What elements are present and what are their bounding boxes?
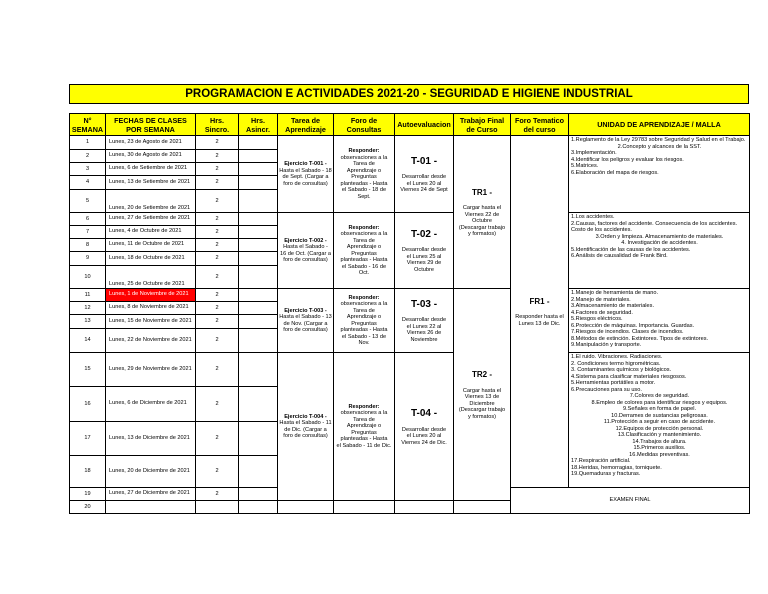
foro-block-1-code: Responder: <box>348 148 380 154</box>
unidad-item: 11.Protección a seguir en caso de accidente. <box>603 419 716 425</box>
semana-number: 16 <box>70 387 106 422</box>
tarea-block-2-line: 16 de Oct. (Cargar a <box>280 250 331 257</box>
foro-block-3-line: Preguntas <box>351 320 377 327</box>
fecha-cell: Lunes, 22 de Noviembre de 2021 <box>106 329 196 353</box>
auto-empty <box>395 501 454 514</box>
header-autoevaluacion: Autoevaluacion <box>395 114 454 136</box>
tarea-block-3-line: foro de consultas) <box>283 327 328 333</box>
trabajo-block-1-line: Cargar hasta el <box>462 205 502 211</box>
auto-block-2-line: el Lunes 25 al <box>406 253 442 260</box>
fecha-cell: Lunes, 6 de Diciembre de 2021 <box>106 387 196 422</box>
tarea-block-2 <box>278 213 334 289</box>
fecha-cell: Lunes, 23 de Agosto de 2021 <box>106 136 196 150</box>
hrs-sincro-cell <box>196 501 239 514</box>
semana-number: 7 <box>70 226 106 239</box>
fecha-cell: Lunes, 27 de Diciembre de 2021 <box>106 488 196 501</box>
tarea-block-4-line: Hasta el Sabado - 11 <box>279 420 332 426</box>
hrs-sincro-cell: 2 <box>196 387 239 422</box>
hrs-asincr-cell <box>239 289 278 302</box>
hrs-asincr-cell <box>239 387 278 422</box>
fecha-cell: Lunes, 13 de Diciembre de 2021 <box>106 422 196 456</box>
unidad-item: 3.Orden y limpieza. Almacenamiento de materiales. <box>595 233 724 240</box>
hrs-asincr-cell <box>239 329 278 353</box>
semana-number: 6 <box>70 213 106 226</box>
foro-block-1-line: Tarea de <box>353 161 375 167</box>
fecha-cell: Lunes, 8 de Noviembre de 2021 <box>106 302 196 315</box>
unidad-item: 9.Señales en forma de papel. <box>622 406 697 412</box>
unidad-item: 13.Clasificación y mantenimiento. <box>617 432 702 438</box>
hrs-asincr-cell <box>239 176 278 190</box>
unidad-item: 2.Concepto y alcances de la SST. <box>617 143 702 150</box>
unidad-block-3 <box>569 289 750 353</box>
unidad-item: 2.Manejo de materiales. <box>571 296 631 303</box>
header-semana: N° SEMANA <box>70 114 106 136</box>
hrs-asincr-cell <box>239 136 278 150</box>
table-row <box>70 213 750 226</box>
fecha-cell: Lunes, 20 de Diciembre de 2021 <box>106 456 196 488</box>
foro-block-2 <box>334 213 395 289</box>
unidad-item: 6.Análisis de causalidad de Frank Bird. <box>571 253 668 259</box>
fecha-cell: Lunes, 4 de Octubre de 2021 <box>106 226 196 239</box>
unidad-item: 14.Trabajos de altura. <box>632 438 687 445</box>
trabajo-block-1-line: y formatos) <box>468 231 496 237</box>
hrs-sincro-cell: 2 <box>196 456 239 488</box>
table-row <box>70 136 750 150</box>
trabajo-block-1-line: Viernes 22 de <box>464 211 500 218</box>
fecha-cell: Lunes, 6 de Setiembre de 2021 <box>106 163 196 176</box>
examen-final: EXAMEN FINAL <box>511 488 750 514</box>
semana-number: 17 <box>70 422 106 456</box>
foro-block-2-line: Tarea de <box>353 237 375 244</box>
unidad-item: 19.Quemaduras y fracturas. <box>571 471 641 477</box>
tarea-block-1 <box>278 136 334 213</box>
tarea-block-3-code: Ejercicio T-003 - <box>284 307 327 314</box>
header-hrs-sincro: Hrs. Sincro. <box>196 114 239 136</box>
trabajo-block-2 <box>454 289 511 501</box>
hrs-sincro-cell: 2 <box>196 176 239 190</box>
unidad-item: 6.Precauciones para su uso. <box>571 386 642 393</box>
hrs-asincr-cell <box>239 422 278 456</box>
tarea-block-3-line: Hasta el Sabado - 13 <box>279 314 332 320</box>
unidad-item: 17.Respiración artificial. <box>571 458 631 464</box>
foro-block-2-line: Oct. <box>358 270 370 276</box>
foro-block-3-line: observaciones a la <box>340 301 388 307</box>
schedule-table <box>69 113 750 514</box>
unidad-item: 1.Los accidentes. <box>571 214 615 220</box>
foro-block-2-line: observaciones a la <box>340 231 388 237</box>
semana-number: 19 <box>70 488 106 501</box>
trabajo-block-2-line: Diciembre <box>469 400 495 407</box>
hrs-asincr-cell <box>239 226 278 239</box>
auto-block-3-line: Viernes 26 de <box>406 330 442 337</box>
tarea-block-2-code: Ejercicio T-002 - <box>284 237 327 244</box>
hrs-asincr-cell <box>239 266 278 289</box>
hrs-sincro-cell: 2 <box>196 239 239 252</box>
unidad-item: 6.Elaboración del mapa de riesgos. <box>571 169 659 176</box>
foro-block-2-code: Responder: <box>348 224 380 231</box>
auto-block-3 <box>395 289 454 353</box>
header-tarea: Tarea de Aprendizaje <box>278 114 334 136</box>
hrs-sincro-cell: 2 <box>196 252 239 266</box>
foro-block-1-line: planteadas - Hasta <box>340 180 388 187</box>
auto-block-1-code: T-01 - <box>410 155 438 167</box>
auto-block-4-code: T-04 - <box>410 408 438 419</box>
page-title: PROGRAMACION E ACTIVIDADES 2021-20 - SEGURIDAD E HIGIENE INDUSTRIAL <box>69 84 749 104</box>
auto-block-3-line: Noviembre <box>410 336 438 343</box>
foro-block-1-line: Aprendizaje o <box>346 167 382 174</box>
unidad-block-2 <box>569 213 750 289</box>
semana-number: 10 <box>70 266 106 289</box>
unidad-item: 2.Causas, factores del accidente. Consecuencia de los accidentes. <box>571 220 738 227</box>
tarea-block-3-line: de Nov. (Cargar a <box>283 320 328 327</box>
hrs-asincr-cell <box>239 150 278 163</box>
tarea-block-4 <box>278 353 334 501</box>
foro-block-2-line: Aprendizaje o <box>346 244 382 250</box>
semana-number: 11 <box>70 289 106 302</box>
tarea-block-1-line: de Sept. (Cargar a <box>282 174 329 180</box>
unidad-item: 9.Manipulación y transporte. <box>571 342 642 348</box>
auto-block-1-line: Desarrollar desde <box>401 174 447 180</box>
unidad-block-1 <box>569 136 750 213</box>
trabajo-block-1-line: Octubre <box>472 218 492 224</box>
header-foro: Foro de Consultas <box>334 114 395 136</box>
foro-tematico-block-line: Responder hasta el <box>515 314 564 321</box>
unidad-item: 1.El ruido. Vibraciones. Radiaciones. <box>571 354 663 360</box>
hrs-asincr-cell <box>239 488 278 501</box>
hrs-sincro-cell: 2 <box>196 213 239 226</box>
auto-block-1-line: el Lunes 20 al <box>406 180 442 187</box>
unidad-item: 5.Matrices. <box>571 163 599 169</box>
trabajo-block-2-line: (Descargar trabajo <box>458 407 506 413</box>
semana-number: 12 <box>70 302 106 315</box>
trabajo-empty <box>454 501 511 514</box>
foro-block-2-line: planteadas - Hasta <box>340 257 388 263</box>
hrs-asincr-cell <box>239 213 278 226</box>
foro-block-4-line: Tarea de <box>353 416 375 423</box>
auto-block-3-line: Desarrollar desde <box>401 317 447 324</box>
hrs-sincro-cell: 2 <box>196 163 239 176</box>
unidad-item: 5.Identificación de las causas de los accidentes. <box>571 246 691 253</box>
hrs-sincro-cell: 2 <box>196 422 239 456</box>
unidad-item: 12.Equipos de protección personal. <box>615 425 704 432</box>
semana-number: 5 <box>70 190 106 213</box>
unidad-item: 1.Manejo de herramienta de mano. <box>571 290 659 296</box>
unidad-item: 4.Identificar los peligros y evaluar los riesgos. <box>571 156 684 163</box>
tarea-block-1-line: Hasta el Sabado - 18 <box>279 167 332 174</box>
unidad-item: 5.Riesgos eléctricos. <box>571 316 623 322</box>
trabajo-block-1-code: TR1 - <box>472 187 492 197</box>
hrs-asincr-cell <box>239 163 278 176</box>
foro-block-1-line: observaciones a la <box>340 154 388 161</box>
semana-number: 4 <box>70 176 106 190</box>
hrs-sincro-cell: 2 <box>196 150 239 163</box>
tarea-block-4-code: Ejercicio T-004 - <box>284 413 327 420</box>
foro-block-2-line: el Sabado - 16 de <box>341 263 387 270</box>
header-foro-tematico: Foro Tematico del curso <box>511 114 569 136</box>
foro-block-3 <box>334 289 395 353</box>
auto-block-4 <box>395 353 454 501</box>
unidad-item: 8.Métodos de extinción. Extintores. Tipos de extintores. <box>571 335 709 342</box>
trabajo-block-2-line: Viernes 13 de <box>464 394 500 400</box>
tarea-block-2-line: foro de consultas) <box>283 257 328 263</box>
fecha-cell: Lunes, 25 de Octubre de 2021 <box>106 266 196 289</box>
auto-block-3-line: el Lunes 22 al <box>406 323 442 330</box>
fecha-cell: Lunes, 30 de Agosto de 2021 <box>106 150 196 163</box>
fecha-cell: Lunes, 18 de Octubre de 2021 <box>106 252 196 266</box>
unidad-item: 4.Sistema para clasificar materiales riesgosos. <box>571 373 687 380</box>
hrs-asincr-cell <box>239 302 278 315</box>
fecha-cell: Lunes, 15 de Noviembre de 2021 <box>106 315 196 329</box>
foro-block-3-line: el Sabado - 13 de <box>341 333 387 340</box>
unidad-item: 5.Herramientas portátiles a motor. <box>571 380 656 386</box>
unidad-item: 6.Protección de máquinas. Importancia. Guardas. <box>571 322 695 329</box>
unidad-item: 3. Contaminantes químicos y biológicos. <box>571 367 672 373</box>
hrs-sincro-cell: 2 <box>196 289 239 302</box>
foro-tematico-block <box>511 136 569 488</box>
foro-block-3-line: Nov. <box>358 340 370 346</box>
auto-block-1 <box>395 136 454 213</box>
unidad-block-4 <box>569 353 750 488</box>
semana-number: 8 <box>70 239 106 252</box>
unidad-item: 1.Reglamento de la Ley 29783 sobre Seguridad y Salud en el Trabajo. <box>571 137 746 143</box>
fecha-cell: Lunes, 20 de Setiembre de 2021 <box>106 190 196 213</box>
foro-block-3-line: planteadas - Hasta <box>340 327 388 333</box>
foro-block-4 <box>334 353 395 501</box>
hrs-sincro-cell: 2 <box>196 488 239 501</box>
foro-block-4-line: el Sabado - 11 de Dic. <box>336 442 392 449</box>
auto-block-2 <box>395 213 454 289</box>
auto-block-2-code: T-02 - <box>410 228 438 240</box>
unidad-item: 15.Primeros auxilios. <box>633 445 686 451</box>
foro-block-2-line: Preguntas <box>351 250 377 257</box>
hrs-sincro-cell: 2 <box>196 190 239 213</box>
foro-block-3-code: Responder: <box>348 294 380 301</box>
unidad-item: 4. Investigación de accidentes. <box>621 240 698 246</box>
hrs-asincr-cell <box>239 239 278 252</box>
hrs-sincro-cell: 2 <box>196 315 239 329</box>
auto-block-4-line: el Lunes 20 al <box>406 433 442 439</box>
header-fechas: FECHAS DE CLASES POR SEMANA <box>106 114 196 136</box>
unidad-item: 10.Derrames de sustancias peligrosas. <box>611 412 708 419</box>
fecha-cell: Lunes, 11 de Octubre de 2021 <box>106 239 196 252</box>
fecha-cell: Lunes, 13 de Setiembre de 2021 <box>106 176 196 190</box>
tarea-block-4-line: foro de consultas) <box>283 433 328 439</box>
auto-block-3-code: T-03 - <box>410 298 438 310</box>
tarea-block-4-line: de Dic. (Cargar a <box>284 426 327 433</box>
unidad-item: 2. Condiciones termo higrométricas. <box>571 360 661 367</box>
trabajo-block-2-line: y formatos) <box>468 413 496 420</box>
semana-number: 1 <box>70 136 106 150</box>
trabajo-block-1-line: (Descargar trabajo <box>458 224 506 231</box>
hrs-asincr-cell <box>239 501 278 514</box>
foro-empty <box>334 501 395 514</box>
trabajo-block-1 <box>454 136 511 289</box>
auto-block-4-line: Desarrollar desde <box>401 426 447 433</box>
header-trabajo-final: Trabajo Final de Curso <box>454 114 511 136</box>
foro-tematico-block-line: Lunes 13 de Dic. <box>518 320 561 327</box>
table-row <box>70 353 750 387</box>
unidad-item: 3.Implementación. <box>571 150 617 156</box>
hrs-asincr-cell <box>239 353 278 387</box>
auto-block-4-line: Viernes 24 de Dic. <box>401 439 447 446</box>
fecha-cell: Lunes, 29 de Noviembre de 2021 <box>106 353 196 387</box>
semana-number: 13 <box>70 315 106 329</box>
hrs-asincr-cell <box>239 315 278 329</box>
hrs-sincro-cell: 2 <box>196 353 239 387</box>
unidad-item: Costo de los accidentes. <box>571 227 632 233</box>
hrs-sincro-cell: 2 <box>196 226 239 239</box>
semana-number: 14 <box>70 329 106 353</box>
foro-block-1 <box>334 136 395 213</box>
foro-block-4-line: observaciones a la <box>340 410 388 417</box>
unidad-item: 7.Riesgos de incendios. Clases de incendios. <box>571 329 684 335</box>
foro-block-3-line: Aprendizaje o <box>346 314 382 320</box>
auto-block-2-line: Viernes 29 de <box>406 260 442 267</box>
fecha-cell <box>106 501 196 514</box>
unidad-item: 8.Empleo de colores para identificar riesgos y equipos. <box>591 399 728 406</box>
hrs-sincro-cell: 2 <box>196 302 239 315</box>
semana-number: 3 <box>70 163 106 176</box>
header-unidad: UNIDAD DE APRENDIZAJE / MALLA <box>569 114 750 136</box>
auto-block-2-line: Octubre <box>414 266 434 273</box>
foro-block-4-line: planteadas - Hasta <box>340 436 388 443</box>
semana-number: 20 <box>70 501 106 514</box>
foro-block-4-code: Responder: <box>348 403 380 410</box>
semana-number: 2 <box>70 150 106 163</box>
foro-block-4-line: Preguntas <box>351 429 377 436</box>
trabajo-block-2-code: TR2 - <box>472 370 492 379</box>
semana-number: 15 <box>70 353 106 387</box>
semana-number: 18 <box>70 456 106 488</box>
hrs-sincro-cell: 2 <box>196 266 239 289</box>
fecha-cell: Lunes, 27 de Setiembre de 2021 <box>106 213 196 226</box>
unidad-item: 4.Factores de seguridad. <box>571 309 633 316</box>
fecha-cell: Lunes, 1 de Noviembre de 2021 <box>106 289 196 302</box>
foro-block-1-line: Sept. <box>357 193 371 200</box>
foro-block-3-line: Tarea de <box>353 307 375 314</box>
trabajo-block-2-line: Cargar hasta el <box>462 387 502 394</box>
unidad-item: 3.Almacenamiento de materiales. <box>571 303 655 309</box>
auto-block-2-line: Desarrollar desde <box>401 247 447 254</box>
hrs-sincro-cell: 2 <box>196 329 239 353</box>
hrs-asincr-cell <box>239 252 278 266</box>
unidad-item: 7.Colores de seguridad. <box>629 393 690 399</box>
unidad-item: 18.Heridas, hemorragias, torniquete. <box>571 464 662 471</box>
header-row <box>70 114 750 136</box>
semana-number: 9 <box>70 252 106 266</box>
header-hrs-asincr: Hrs. Asincr. <box>239 114 278 136</box>
hrs-sincro-cell: 2 <box>196 136 239 150</box>
tarea-empty <box>278 501 334 514</box>
tarea-block-1-code: Ejercicio T-001 - <box>284 161 327 167</box>
auto-block-1-line: Viernes 24 de Sept <box>400 187 448 193</box>
hrs-asincr-cell <box>239 190 278 213</box>
foro-block-1-line: Preguntas <box>351 174 377 180</box>
table-row <box>70 289 750 302</box>
foro-block-4-line: Aprendizaje o <box>346 423 382 430</box>
tarea-block-3 <box>278 289 334 353</box>
unidad-item: 16.Medidas preventivas. <box>629 451 690 458</box>
tarea-block-1-line: foro de consultas) <box>283 180 328 187</box>
foro-tematico-block-code: FR1 - <box>529 296 550 306</box>
tarea-block-2-line: Hasta el Sabado - <box>283 244 328 250</box>
foro-block-1-line: el Sabado - 18 de <box>341 187 387 193</box>
hrs-asincr-cell <box>239 456 278 488</box>
